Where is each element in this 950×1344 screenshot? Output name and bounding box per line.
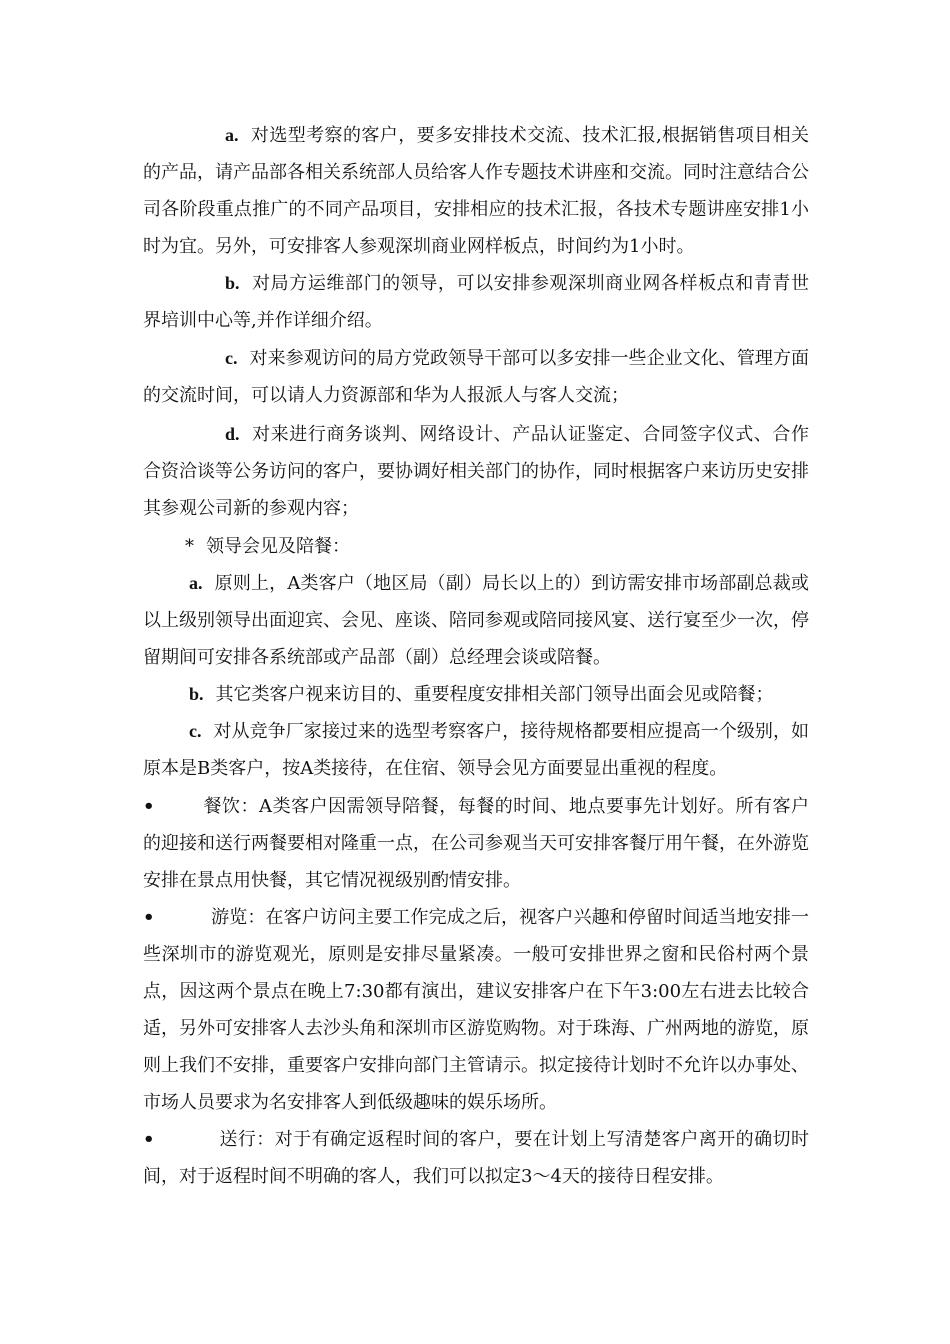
paragraph-farewell — [143, 1121, 809, 1195]
list-marker: a. — [225, 125, 239, 145]
paragraph-text: 餐饮：A类客户因需领导陪餐，每餐的时间、地点要事先计划好。所有客户的迎接和送行两餐要相对隆重一点，在公司参观当天可安排客餐厅用午餐，在外游览安排在景点用快餐，其它情况视级别酌情安排。 — [143, 796, 809, 891]
paragraph-text: 原则上，A类客户（地区局（副）局长以上的）到访需安排市场部副总裁或以上级别领导出面迎宾、会见、座谈、陪同参观或陪同接风宴、送行宴至少一次，停留期间可安排各系统部或产品部（副）总经理会谈或陪餐。 — [143, 573, 809, 668]
list-marker: b. — [225, 273, 240, 293]
paragraph-business-visit — [143, 416, 809, 527]
paragraph-text: 游览：在客户访问主要工作完成之后，视客户兴趣和停留时间适当地安排一些深圳市的游览观光，原则是安排尽量紧凑。一般可安排世界之窗和民俗村两个景点，因这两个景点在晚上7:30都有演出，建议安排客户在下午3:00左右进去比较合适，另外可安排客人去沙头角和深圳市区游览购物。对于珠海、广州两地的游览，原则上我们不安排，重要客户安排向部门主管请示。拟定接待计划时不允许以办事处、市场人员要求为名安排客人到低级趣味的娱乐场所。 — [143, 907, 809, 1113]
paragraph-party-leaders — [143, 340, 809, 414]
paragraph-text: 对从竞争厂家接过来的选型考察客户，接待规格都要相应提高一个级别，如原本是B类客户，按A类接待，在住宿、领导会见方面要显出重视的程度。 — [143, 721, 809, 779]
heading-text: 领导会见及陪餐： — [206, 536, 350, 557]
paragraph-text: 对选型考察的客户，要多安排技术交流、技术汇报,根据销售项目相关的产品，请产品部各相关系统部人员给客人作专题技术讲座和交流。同时注意结合公司各阶段重点推广的不同产品项目，安排相应的技术汇报，各技术专题讲座安排1小时为宜。另外，可安排客人参观深圳商业网样板点，时间约为1小时。 — [143, 125, 809, 257]
bullet-marker: • — [143, 907, 155, 928]
list-marker: d. — [225, 424, 240, 444]
paragraph-text: 对来进行商务谈判、网络设计、产品认证鉴定、合同签字仪式、合作合资洽谈等公务访问的客户，要协调好相关部门的协作，同时根据客户来访历史安排其参观公司新的参观内容； — [143, 424, 809, 519]
paragraph-text: 对局方运维部门的领导，可以安排参观深圳商业网各样板点和青青世界培训中心等,并作详细介绍。 — [143, 273, 809, 331]
paragraph-ops-leaders — [143, 265, 809, 339]
bullet-marker: • — [143, 1129, 155, 1150]
paragraph-text: 对来参观访问的局方党政领导干部可以多安排一些企业文化、管理方面的交流时间，可以请人力资源部和华为人报派人与客人交流； — [143, 348, 809, 406]
paragraph-tech-exchange — [143, 117, 809, 265]
section-heading-leader-meeting — [143, 528, 809, 565]
paragraph-sightseeing — [143, 899, 809, 1121]
list-marker: b. — [189, 684, 204, 704]
list-marker: c. — [189, 721, 202, 741]
paragraph-text: 送行：对于有确定返程时间的客户，要在计划上写清楚客户离开的确切时间，对于返程时间不明确的客人，我们可以拟定3～4天的接待日程安排。 — [143, 1129, 809, 1187]
star-marker: * — [185, 536, 194, 557]
bullet-marker: • — [143, 796, 155, 817]
paragraph-other-clients — [143, 676, 809, 713]
paragraph-text: 其它类客户视来访目的、重要程度安排相关部门领导出面会见或陪餐； — [215, 684, 774, 705]
paragraph-dining — [143, 788, 809, 899]
paragraph-class-a-reception — [143, 565, 809, 676]
paragraph-competitor-clients — [143, 713, 809, 787]
list-marker: a. — [189, 573, 203, 593]
list-marker: c. — [225, 348, 238, 368]
